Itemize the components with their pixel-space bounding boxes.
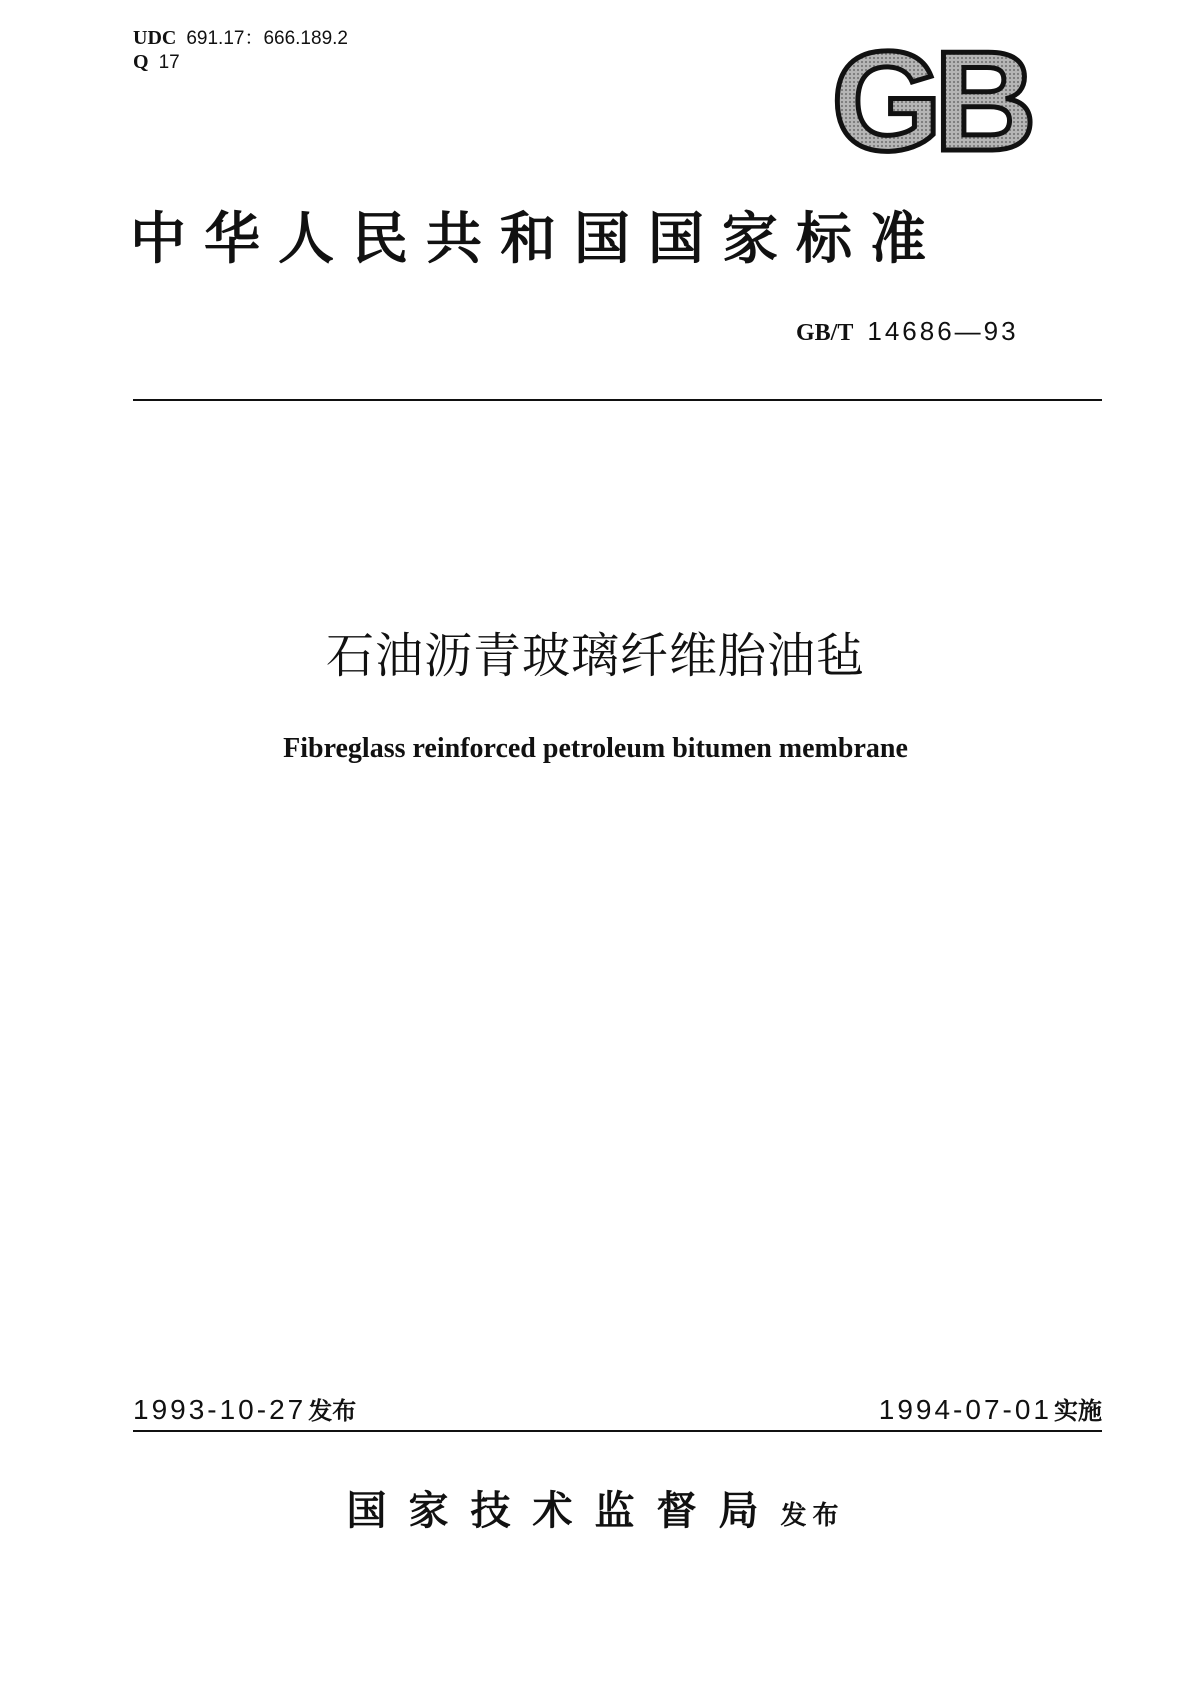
issue-date-value: 1993-10-27 xyxy=(133,1394,307,1425)
document-title-chinese: 石油沥青玻璃纤维胎油毡 xyxy=(325,628,865,684)
implementation-date-label: 实施 xyxy=(1054,1397,1102,1425)
standard-number-value: 14686—93 xyxy=(867,316,1019,346)
udc-value: 691.17：666.189.2 xyxy=(186,28,348,49)
q-label: Q xyxy=(133,51,149,73)
implementation-date xyxy=(879,1393,1102,1428)
standard-number xyxy=(796,316,1019,348)
implementation-date-value: 1994-07-01 xyxy=(878,1394,1052,1425)
issue-date-label: 发布 xyxy=(308,1397,357,1425)
header-divider xyxy=(133,399,1102,401)
standard-prefix: GB/T xyxy=(796,320,854,346)
q-value: 17 xyxy=(158,52,180,73)
national-standard-title: 中华人民共和国国家标准 xyxy=(130,206,944,272)
issuer xyxy=(0,1487,1191,1540)
issuer-action: 发布 xyxy=(780,1501,845,1531)
footer-divider xyxy=(133,1430,1102,1432)
issue-date xyxy=(133,1393,356,1428)
gb-logo xyxy=(824,44,1036,162)
q-classification xyxy=(133,50,180,75)
issuer-organization: 国家技术监督局 xyxy=(346,1487,781,1534)
gb-logo-text: GB xyxy=(831,44,1029,162)
udc-label: UDC xyxy=(133,27,177,49)
document-title-english: Fibreglass reinforced petroleum bitumen membrane xyxy=(283,733,908,764)
udc-classification xyxy=(133,26,348,51)
